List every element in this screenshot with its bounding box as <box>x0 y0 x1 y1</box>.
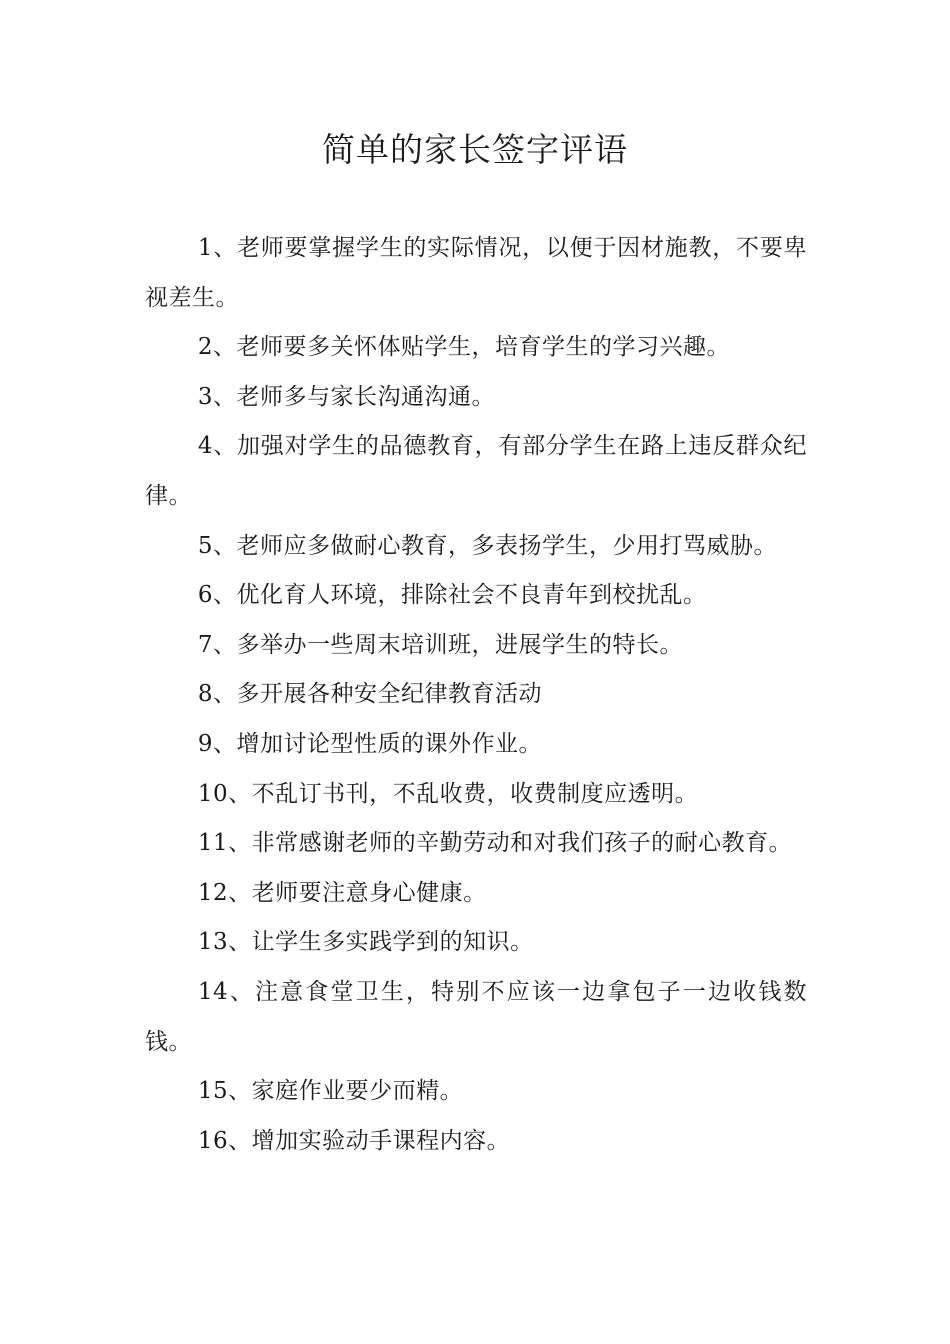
list-item: 9、增加讨论型性质的课外作业。 <box>197 730 543 757</box>
list-item: 4、加强对学生的品德教育，有部分学生在路上违反群众纪律。 <box>145 433 807 509</box>
list-item: 16、增加实验动手课程内容。 <box>197 1127 511 1154</box>
list-item: 1、老师要掌握学生的实际情况，以便于因材施教，不要卑视差生。 <box>145 235 807 311</box>
list-item: 5、老师应多做耐心教育，多表扬学生，少用打骂威胁。 <box>197 532 778 559</box>
list-item: 14、注意食堂卫生，特别不应该一边拿包子一边收钱数钱。 <box>145 978 807 1055</box>
list-item: 3、老师多与家长沟通沟通。 <box>197 383 496 410</box>
list-item: 2、老师要多关怀体贴学生，培育学生的学习兴趣。 <box>197 334 731 361</box>
list-item: 11、非常感谢老师的辛勤劳动和对我们孩子的耐心教育。 <box>197 830 793 857</box>
list-item: 8、多开展各种安全纪律教育活动 <box>197 681 543 708</box>
list-item: 12、老师要注意身心健康。 <box>197 879 487 906</box>
list-item: 10、不乱订书刊，不乱收费，收费制度应透明。 <box>197 780 699 807</box>
list-item: 15、家庭作业要少而精。 <box>197 1078 464 1105</box>
page-title: 简单的家长签字评语 <box>322 130 628 169</box>
list-item: 6、优化育人环境，排除社会不良青年到校扰乱。 <box>197 582 707 609</box>
list-item: 13、让学生多实践学到的知识。 <box>197 929 534 956</box>
comment-list <box>145 224 807 1166</box>
list-item: 7、多举办一些周末培训班，进展学生的特长。 <box>197 631 684 658</box>
